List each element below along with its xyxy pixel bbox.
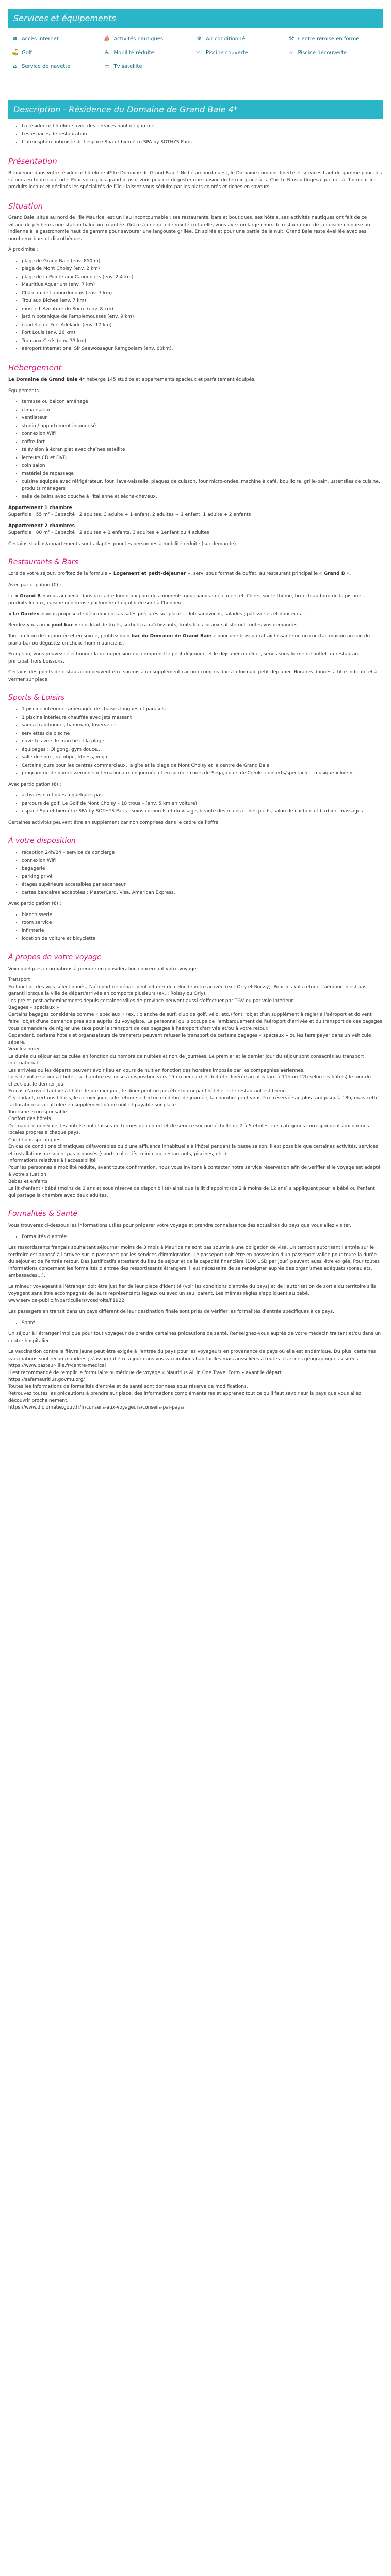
text-run: « Grand B » xyxy=(319,571,350,577)
list-item: • aéroport International Sir Seewoosagur Ramgoolam (env. 60km). xyxy=(22,346,383,353)
sports-heading: Sports & Loisirs xyxy=(8,693,65,702)
disposition-paid-list xyxy=(8,912,383,943)
list-item: • matériel de repassage xyxy=(22,471,383,478)
apt2-text: Superficie : 80 m² - Capacité : 2 adultes + 2 enfants, 3 adultes + 1enfant ou 4 adultes xyxy=(8,530,209,535)
text-line: Lors de votre séjour à l'hôtel, la chambre est mise à disposition vers 15h (check-in) et doit être libérée au plus tard à 11h ou 12h selon les hôtels) le jour du check-out le dernier jour. xyxy=(8,1075,371,1087)
text-run: Rendez-vous au xyxy=(8,622,47,628)
list-item: • infirmerie xyxy=(22,928,383,935)
list-item: • La résidence hôtelière avec des services haut de gamme xyxy=(22,123,383,130)
formalites-p1: Les ressortissants français souhaitant séjourner moins de 3 mois à Maurice ne sont pas soumis à une obligation de visa. Un tampon autorisant l'entrée sur le territoire est apposé à l'arrivée sur le passeport par les services d'immigration. Le passeport doit être en possession d'un passeport valide pour toute la durée du séjour et de l'entrée retour. Des justificatifs attestant du lieu de séjour et de la capacité financière (100 USD par jour) peuvent aussi être exigés. Pour toutes informations concernant les formalités d'entrée des ressortissants étrangers, il est nécessaire de se renseigner auprès des organismes adéquats (consulats, ambassades…). xyxy=(8,1245,380,1278)
list-item: • salle de sport, vélotipe, fitness, yoga xyxy=(22,754,383,761)
sports-paid-list xyxy=(8,792,383,816)
list-item: • serviettes de piscine xyxy=(22,731,383,738)
amenity-label: Tv satellite xyxy=(113,64,142,70)
situation-text: Grand Baie, situé au nord de l'île Maurice, est un lieu incontournable : ses restaurants, bars et boutiques, ses hôtels, ses activités nautiques ont fait de ce village de pêcheurs une station balnéaire réputée. Grâce à une grande mixité culturelle, vous avez un large choix de restauration, de la cuisine chinoise ou indienne à la gastronomie haut de gamme pour savourer une langouste grillée. En soirée et pour une partie de la nuit, Grand Baie reste éveillée avec ses nombreux bars et discothèques. xyxy=(8,215,370,242)
list-item: • 1 piscine intérieure aménagée de chaises longues et parasols xyxy=(22,706,383,714)
pool-outdoor-icon: ≈ xyxy=(288,49,294,56)
tv-icon: ▭ xyxy=(104,63,110,70)
restaurants-p5 xyxy=(8,633,383,647)
formalites-link1[interactable]: www.service-public.fr/particuliers/vosdroits/F1922 xyxy=(8,1298,125,1303)
text-run: : cocktail de fruits, sorbets rafraîchissants, fruits frais locaux satisferont toutes vos demandes. xyxy=(77,622,299,628)
amenity-item xyxy=(104,35,196,43)
list-item: • cartes bancaires acceptées : MasterCard, Visa, American Express. xyxy=(22,890,383,897)
list-item: • Mauritius Aquarium (env. 7 km) xyxy=(22,282,383,289)
list-item: • room service xyxy=(22,920,383,927)
formalites-sub2-list xyxy=(8,1320,383,1327)
list-item: • terrasse ou balcon aménagé xyxy=(22,399,383,406)
list-item: • activités nautiques à quelques pas xyxy=(22,792,383,800)
text-line: Cependant, certains hôtels, le dernier jour, si le retour s'effectue en début de journée, la chambre peut vous être réservée au plus tard jusqu'à 18h, mais cette facturation sera calculée en supplément d'une nuit et payable sur place. xyxy=(8,1095,379,1108)
text-line: Informations relatives à l'accessibilité xyxy=(8,1158,96,1163)
list-item: • Port Louis (env. 26 km) xyxy=(22,330,383,337)
sports-paid-label: Avec participation (€) : xyxy=(8,782,61,787)
list-item: • connexion Wifi xyxy=(22,431,383,438)
amenities-grid xyxy=(8,32,383,78)
wifi-icon: ≋ xyxy=(12,35,18,42)
amenity-item xyxy=(11,63,104,71)
hebergement-note: Certains studios/appartements sont adaptés pour les personnes à mobilité réduite (sur demande). xyxy=(8,541,238,547)
snowflake-icon: ❄ xyxy=(197,35,202,42)
text-line: Tourisme écoresponsable xyxy=(8,1109,67,1115)
apt1-text: Superficie : 55 m² - Capacité : 2 adultes, 3 adulte + 1 enfant, 2 adultes + 1 enfant, 1 adulte + 2 enfants xyxy=(8,512,251,517)
equip-list xyxy=(8,399,383,501)
amenity-label: Golf xyxy=(22,50,32,56)
list-item: • studio / appartement insonorisé xyxy=(22,423,383,430)
list-item: • parcours de golf, Le Golf de Mont Choisy – 18 trous – (env. 5 km en voiture) xyxy=(22,801,383,808)
formalites-p8: Retrouvez toutes les précautions à prendre sur place, des informations complémentaires et apprenez tout ce qu'il faut savoir sur la pays que vous allez découvrir prochainement. xyxy=(8,1391,361,1403)
amenity-item xyxy=(104,49,196,57)
formalites-intro: Vous trouverez ci-dessous les informations utiles pour préparer votre voyage et prendre connaissance des actualités du pays que vous allez visiter. xyxy=(8,1223,351,1228)
list-item: • L'atmosphère intimiste de l'espace Spa et bien-être SPA by SOTHYS Paris xyxy=(22,139,383,146)
list-item: • parking privé xyxy=(22,874,383,881)
situation-heading: Situation xyxy=(8,201,43,211)
list-item: • location de voiture et bicyclette. xyxy=(22,936,383,943)
text-line: Transport xyxy=(8,977,30,982)
amenity-item xyxy=(196,49,288,57)
presentation-heading: Présentation xyxy=(8,156,57,166)
hebergement-intro-rest: héberge 145 studios et appartements spacieux et parfaitement équipés. xyxy=(85,377,256,382)
restaurants-p4 xyxy=(8,622,383,630)
formalites-p7: Toutes les informations de formalités d'entrée et de santé sont données sous réserve de modifications. xyxy=(8,1384,248,1389)
presentation-text: Bienvenue dans votre résidence hôtelière 4* Le Domaine de Grand Baie ! Niché au nord-ouest, le Domaine combine liberté et services haut de gamme pour des séjours en toute quiétude. Pour votre plus grand plaisir, vous pourrez déguster une cuisine du terroir grâce à La Chette Naïsso (Ingesa qui met à l'honneur les produits locaux et déclinés les spécialités de l'île : laissez-vous séduire par les plats colorés et riches en saveurs. xyxy=(8,171,382,190)
text-line: Les pré et post-acheminements depuis certaines villes de province peuvent aussi s'effectuer par TGV ou par voie intérieur. xyxy=(8,998,295,1004)
formalites-link3[interactable]: https://safemauritius.govmu.org/ xyxy=(8,1377,85,1382)
formalites-p5: La vaccination contre la fièvre jaune peut être exigée à l'entrée du pays pour les voyageurs en provenance de pays où elle est endémique. Du plus, certaines vaccinations sont recommandées ; s'assurer d'être à jour dans vos vaccinations habituelles mais aussi liées à toutes les zones géographiques visitées. xyxy=(8,1349,376,1362)
list-item: • navettes vers le marché et la plage xyxy=(22,738,383,745)
amenity-item xyxy=(11,35,104,43)
list-item: • 1 piscine intérieure chauffée avec jets massant xyxy=(22,715,383,722)
propos-intro: Voici quelques informations à prendre en considération concernant votre voyage. xyxy=(8,966,198,972)
propos-heading: À propos de votre voyage xyxy=(8,953,102,961)
text-run: » pour une boisson rafraîchissante ou un cocktail maison au son du piano-bar ou dégustez un choix rhum mauriciens. xyxy=(8,634,370,646)
hebergement-intro-bold: Le Domaine de Grand Baie 4* xyxy=(8,377,85,382)
text-run: . xyxy=(349,571,351,577)
propos-lines xyxy=(8,977,383,1199)
text-line: Bagages « spéciaux » xyxy=(8,1005,59,1010)
list-item: • bagagerie xyxy=(22,866,383,873)
formalites-link2[interactable]: https://www.pasteur-lille.fr/centre-medical xyxy=(8,1363,106,1368)
amenity-label: Centre remise en forme xyxy=(298,36,360,42)
services-title: Services et équipements xyxy=(8,9,383,28)
list-item: • Trou aux Biches (env. 7 km) xyxy=(22,298,383,305)
formalites-p4: Un séjour à l'étranger implique pour tout voyageur de prendre certaines précautions de santé. Renseignez-vous auprès de votre médecin traitant et/ou dans un centre hospitalier. xyxy=(8,1331,381,1344)
barbell-icon: ⚒ xyxy=(288,35,294,42)
list-item: • connexion Wifi xyxy=(22,858,383,865)
text-run: vous propose de délicieux en-cas salés préparés sur place – club sandwichs, salades ; pâtisseries et douceurs… xyxy=(44,612,306,617)
list-item: • Trou-aux-Cerfs (env. 33 km) xyxy=(22,338,383,345)
hebergement-heading: Hébergement xyxy=(8,363,62,372)
equip-label: Équipements : xyxy=(8,388,42,394)
formalites-sub1-list xyxy=(8,1234,383,1241)
text-run: Le xyxy=(8,594,15,599)
golf-icon: ⛳ xyxy=(11,49,19,56)
list-item: • programme de divertissements internationaux en journée et en soirée : cours de Sega, cours de Créole, concerts/spectacles, musique « live »… xyxy=(22,770,383,777)
text-run: bar du Domaine de Grand Baie xyxy=(131,634,212,639)
text-run: , servi sous format de buffet, au restaurant principal le xyxy=(190,571,319,577)
text-run: « Le Garden » xyxy=(8,612,44,617)
nearby-list xyxy=(8,258,383,353)
nearby-label: À proximité : xyxy=(8,247,38,252)
text-run: Tout au long de la journée et en soirée, profitez du « xyxy=(8,634,132,639)
list-item: • climatisation xyxy=(22,407,383,414)
text-line: La durée du séjour est calculée en fonction du nombre de nuitées et non de journées. Le premier et le dernier jour du séjour sont consacrés au transport international. xyxy=(8,1054,364,1066)
text-run: « Grand B » xyxy=(15,594,45,599)
list-item: • Les espaces de restauration xyxy=(22,131,383,139)
room-service-icon: ⌂ xyxy=(13,63,17,70)
list-item: • espace Spa et bien-être SPA by SOTHYS Paris : soins corporels et du visage, beauté des mains et des pieds, salon de coiffure et barbier, massages. xyxy=(22,808,383,816)
text-line: En cas de conditions climatiques défavorables ou d'une affluence inhabituelle à l'hôtel pendant la basse saison, il est possible que certaines activités, services et installations ne soient pas proposés (sports collectifs, mini club, restaurants, piscines, etc.). xyxy=(8,1144,378,1157)
amenity-item xyxy=(288,49,380,57)
formalites-heading: Formalités & Santé xyxy=(8,1210,78,1218)
list-item: • lecteurs CD et DVD xyxy=(22,455,383,462)
formalites-link4[interactable]: https://www.diplomatie.gouv.fr/fr/conseils-aux-voyageurs/conseils-par-pays/ xyxy=(8,1405,185,1410)
amenity-item xyxy=(196,35,288,43)
list-item: • jardin botanique de Pamplemousses (env. 9 km) xyxy=(22,314,383,321)
text-line: De manière générale, les hôtels sont classés en termes de confort et de service sur une échelle de 2 à 5 étoiles, ces catégories correspondent aux normes locales propres à chaque pays. xyxy=(8,1123,369,1136)
list-item: • plage de la Pointe aux Canonniers (env. 2,4 km) xyxy=(22,274,383,281)
text-line: Cependant, certains hôtels et organisateurs de transferts peuvent refuser le transport de certains bagages « spéciaux » ou les faire payer dans un véhicule séparé. xyxy=(8,1033,371,1045)
formalites-p6: Il est recommandé de remplir le formulaire numérique de voyage « Mauritius All in One Travel Form » avant le départ. xyxy=(8,1370,283,1376)
list-item: • salle de bains avec douche à l'italienne et sèche-cheveux. xyxy=(22,494,383,501)
text-line: Conditions spécifiques xyxy=(8,1137,61,1143)
list-item: • blanchisserie xyxy=(22,912,383,919)
restaurants-p2 xyxy=(8,593,383,607)
amenity-label: Piscine découverte xyxy=(298,50,347,56)
text-line: Bébés et enfants xyxy=(8,1179,48,1184)
formalites-p3: Les passagers en transit dans un pays différent de leur destination finale sont priés de vérifier les formalités d'entrée spécifiques à ce pays. xyxy=(8,1309,334,1314)
restaurants-p6: En option, vous pouvez sélectionner la demi-pension qui comprend le petit déjeuner, et le déjeuner ou dîner, servis sous forme de buffet au restaurant principal, hors boissons. xyxy=(8,652,360,664)
restaurants-heading: Restaurants & Bars xyxy=(8,558,78,566)
list-item: • plage de Mont Choisy (env. 2 km) xyxy=(22,266,383,273)
amenity-label: Accès internet xyxy=(22,36,59,42)
formalites-p2: Le mineur voyageant à l'étranger doit être justifier de leur pièce d'identité (voir les conditions d'entrée du pays) et de l'autorisation de sortie du territoire s'ils voyagent sans être accompagnés de leurs représentants légaux ou avec un seul parent. Les mêmes règles s'appliquent au bébé. xyxy=(8,1284,376,1296)
restaurants-p7: Certains des points de restauration peuvent être soumis à un supplément car non compris dans la formule petit déjeuner. Horaires donnés à titre indicatif et à vérifier sur place. xyxy=(8,670,378,682)
text-line: Veuillez noter xyxy=(8,1047,40,1052)
list-item: • cuisine équipée avec réfrigérateur, four, lave-vaisselle, plaques de cuisson, four micro-ondes, machine à café, bouilloire, grille-pain, ustensiles de cuisine, produits ménagers xyxy=(22,479,383,493)
list-item: • réception 24h/24 – service de concierge xyxy=(22,850,383,857)
list-item: • équipages : Qi gong, gym douce… xyxy=(22,747,383,754)
amenity-label: Piscine couverte xyxy=(206,50,248,56)
amenity-item xyxy=(288,35,380,43)
formalites-sub2: • Santé xyxy=(22,1320,383,1327)
disposition-free-list xyxy=(8,850,383,896)
text-run: vous accueille dans un cadre lumineux pour des moments gourmands : déjeuners et dîners, sur le thème, brunch au bord de la piscine… produits locaux, cuisine généreuse parfumée et équilibrée sont à l'honneur. xyxy=(8,594,366,606)
text-line: En fonction des vols sélectionnés, l'aéroport de départ peut différer de celui de votre arrivée (ex : Orly et Roissy). Pour les vols retour, l'aéroport n'est pas garanti lorsque la ville de départ/arrivée en comporte plusieurs (ex. : Roissy ou Orly). xyxy=(8,984,367,996)
list-item: • sauna traditionnel, hammam, Inververie xyxy=(22,722,383,730)
amenity-label: Activités nautiques xyxy=(113,36,164,42)
text-line: Le lit d'enfant / bébé (moins de 2 ans et sous réserve de disponibilité) ainsi que le lit d'appoint (de 2 à moins de 12 ans) s'appliquent pour le bébé ou l'enfant qui partage la chambre avec deux adultes. xyxy=(8,1186,375,1198)
amenity-label: Mobilité réduite xyxy=(113,50,154,56)
list-item: • étages supérieurs accessibles par ascenseur xyxy=(22,882,383,889)
pool-icon: 〰 xyxy=(196,49,202,56)
text-line: Les arrivées ou les départs peuvent avoir lieu en cours de nuit en fonction des horaires imposés par les compagnies aériennes. xyxy=(8,1067,305,1073)
list-item: • télévision à écran plat avec chaînes satellite xyxy=(22,447,383,454)
amenity-label: Air conditionné xyxy=(206,36,245,42)
restaurants-p3 xyxy=(8,611,383,618)
disposition-paid-label: Avec participation (€) : xyxy=(8,901,61,906)
text-line: Pour les personnes à mobilité réduite, avant toute confirmation, nous vous invitons à contacter notre service réservation afin de vérifier si le voyage est adapté à votre situation. xyxy=(8,1165,381,1177)
list-item: • plage de Grand Baie (env. 850 m) xyxy=(22,258,383,265)
list-item: • citadelle de Fort Adelaide (env. 17 km) xyxy=(22,322,383,329)
formalites-sub1: • Formalités d'entrée xyxy=(22,1234,383,1241)
text-line: Confort des hôtels xyxy=(8,1116,51,1122)
sailboat-icon: ⛵ xyxy=(103,35,111,42)
list-item: • coin salon xyxy=(22,463,383,470)
text-run: « Logement et petit-déjeuner » xyxy=(108,571,191,577)
text-line: En cas d'arrivée tardive à l'hôtel le premier jour, le dîner peut ne pas être fourni par l'hôtelier si le restaurant est fermé. xyxy=(8,1089,287,1094)
restaurants-avail: Avec participation (€) : xyxy=(8,582,61,588)
amenity-item xyxy=(104,63,196,71)
restaurants-p1 xyxy=(8,571,383,578)
sports-free-list xyxy=(8,706,383,777)
wheelchair-icon: ♿ xyxy=(104,49,110,56)
disposition-heading: À votre disposition xyxy=(8,837,76,845)
apt2-title: Appartement 2 chambres xyxy=(8,523,75,529)
description-title: Description - Résidence du Domaine de Grand Baie 4* xyxy=(8,100,383,119)
description-list xyxy=(8,123,383,146)
sports-note: Certaines activités peuvent être en supplément car non comprises dans le cadre de l'offre. xyxy=(8,820,220,825)
text-line: Certains bagages considérés comme « spéciaux » (ex. : planche de surf, club de golf, vélo, etc.) font l'objet d'un supplément à régler à l'aéroport et doivent faire l'objet d'une demande préalable auprès du voyagiste. Le personnel qui s'occupe de l'embarquement de l'aéroport d'arrivée et du transport de ces bagages vous demandera de régler une taxe pour le transport de ces bagages à l'aéroport d'arrivée et/ou à votre retour. xyxy=(8,1012,382,1031)
list-item: • musée L'Aventure du Sucre (env. 8 km) xyxy=(22,306,383,313)
text-run: « pool bar » xyxy=(46,622,78,628)
list-item: • ventilateur xyxy=(22,415,383,422)
list-item: • Certains jours pour les centres commerciaux, la gîte et la plage de Mont Choisy et le centre de Grand Baie. xyxy=(22,762,383,770)
apt1-title: Appartement 1 chambre xyxy=(8,505,72,511)
list-item: • Château de Labourdonnais (env. 7 km) xyxy=(22,290,383,297)
list-item: • coffre-fort xyxy=(22,439,383,446)
amenity-item xyxy=(11,49,104,57)
text-run: Lors de votre séjour, profitez de la formule xyxy=(8,571,109,577)
hebergement-intro xyxy=(8,377,383,384)
amenity-label: Service de navette xyxy=(22,64,71,70)
